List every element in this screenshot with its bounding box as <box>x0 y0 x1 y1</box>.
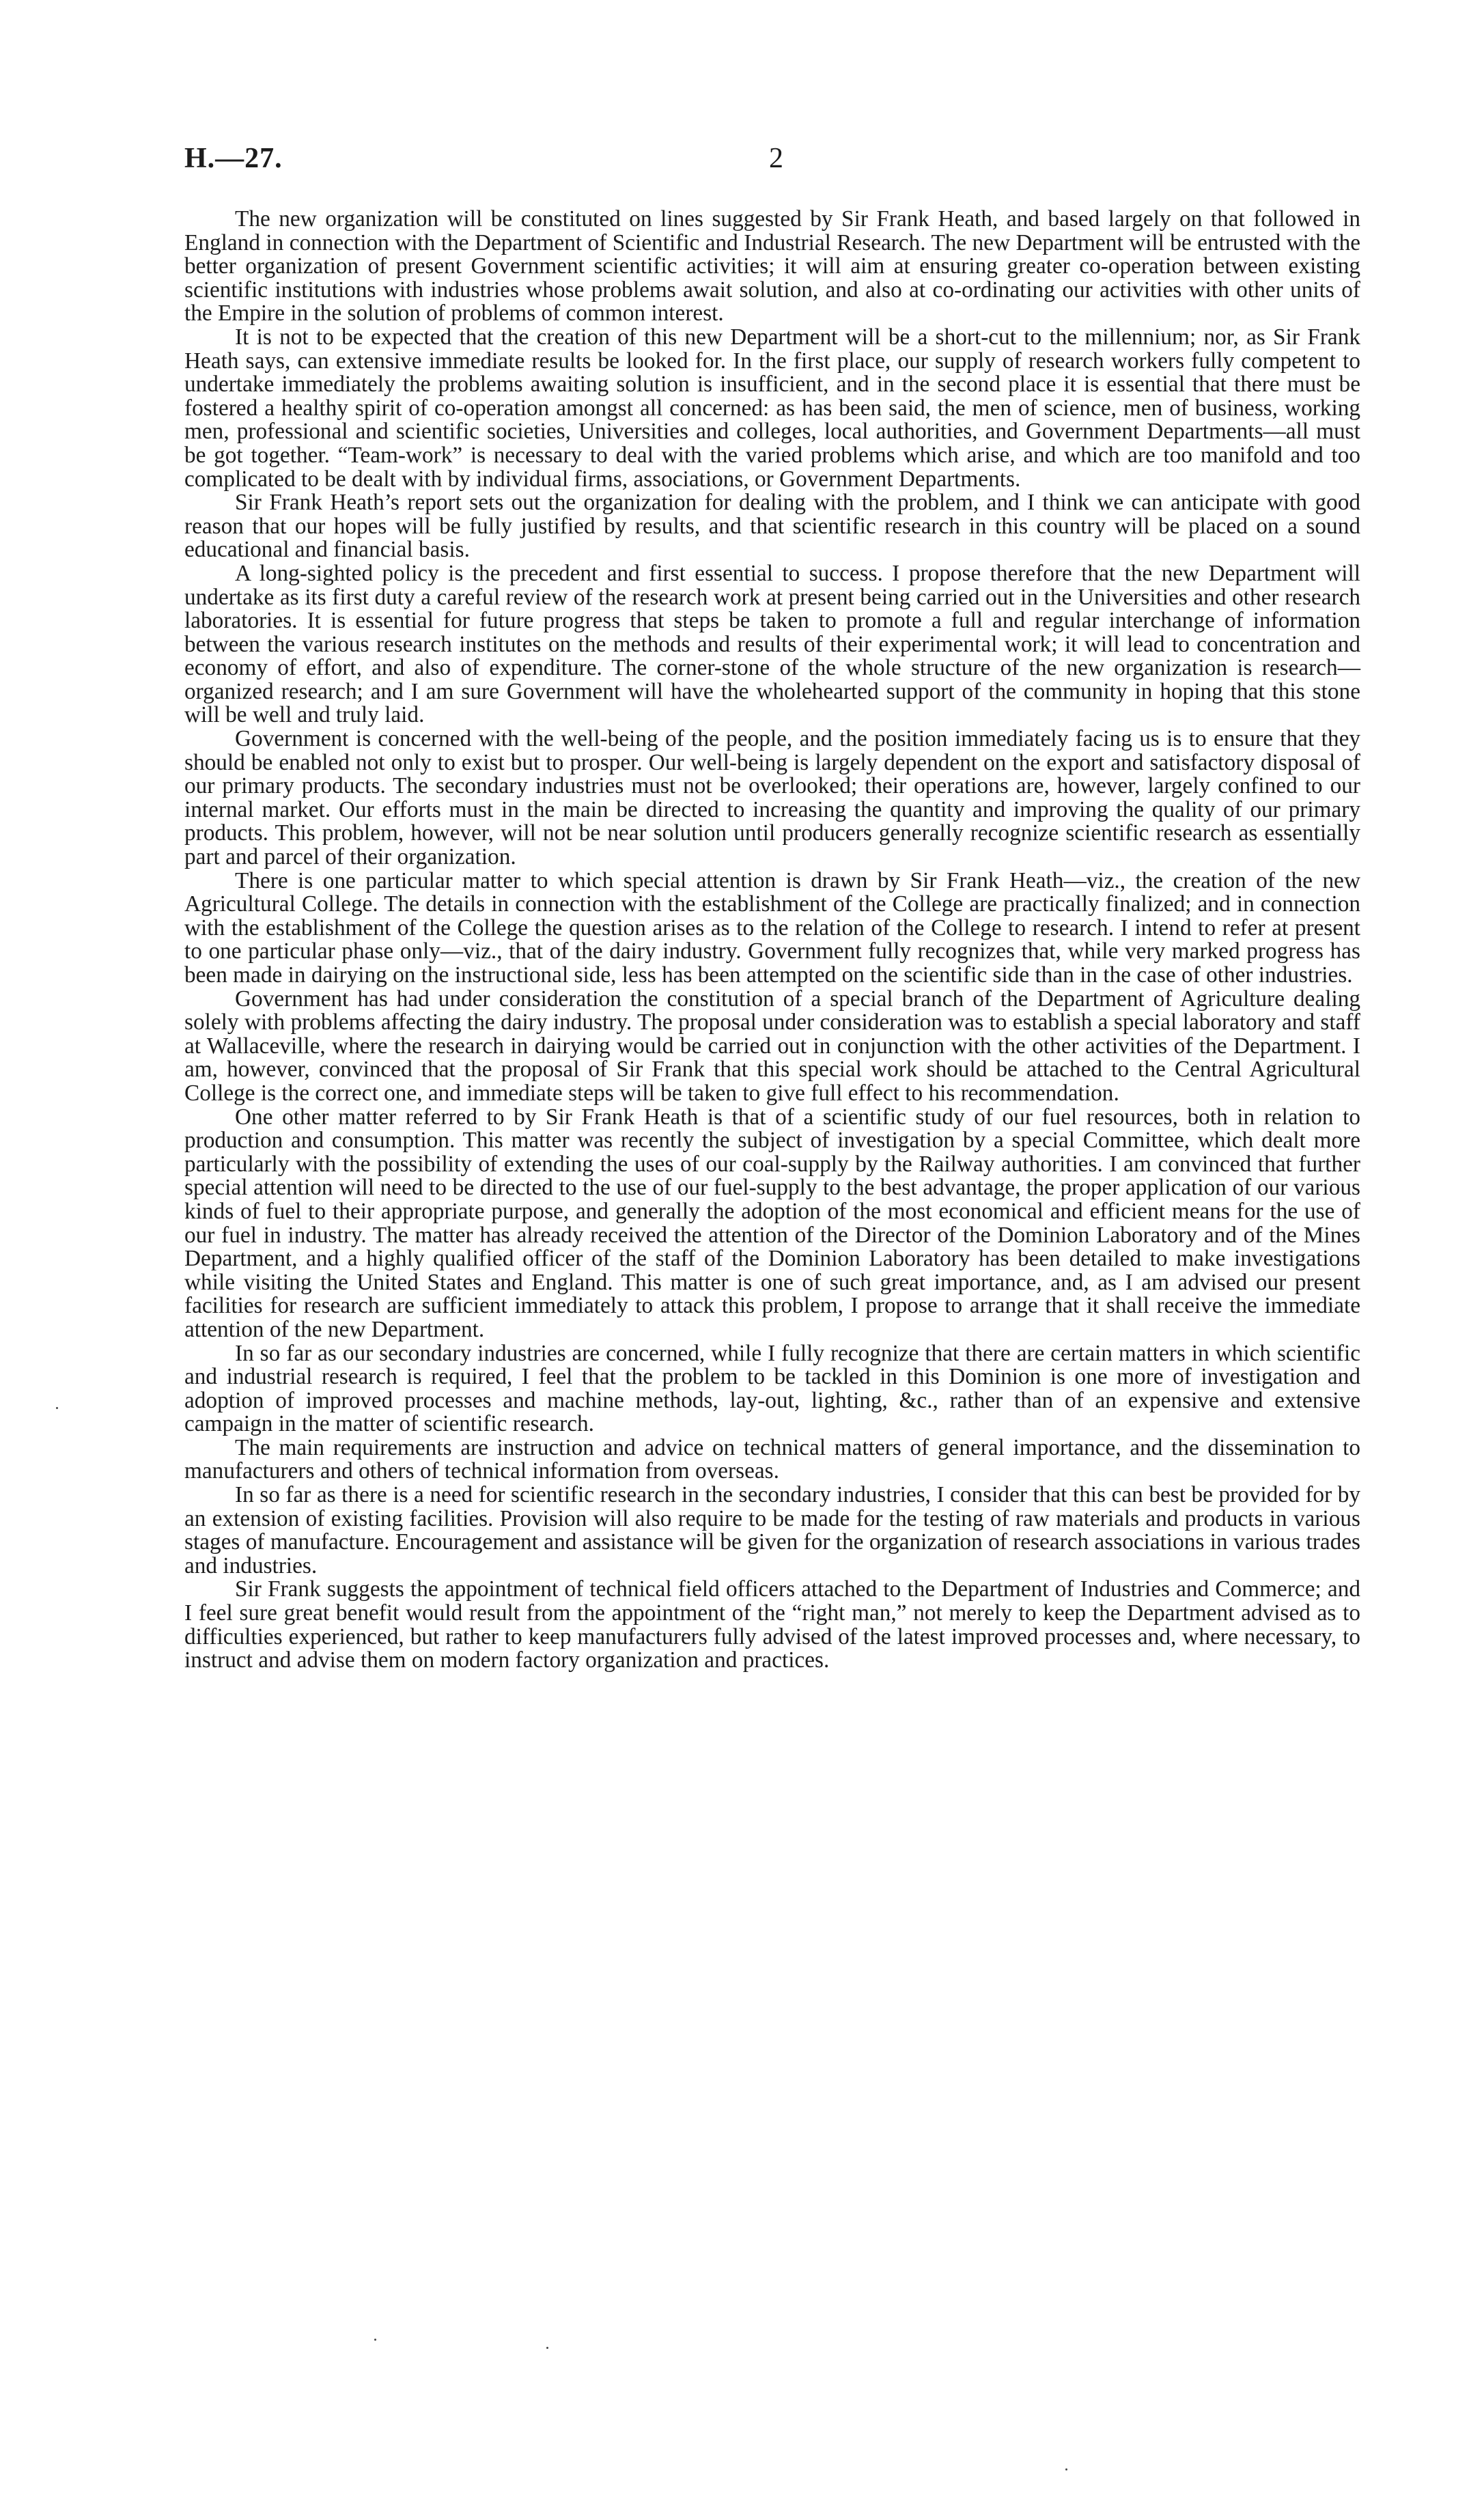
page-header <box>184 142 1359 183</box>
paragraph: The main requirements are instruction and advice on technical matters of general importance, and the dissemination to manufacturers and others of technical information from overseas. <box>184 1434 1360 1484</box>
document-reference: H.—27. <box>184 143 283 174</box>
scan-speck <box>1065 2468 1067 2470</box>
paragraph: Government has had under consideration the constitution of a special branch of the Department of Agriculture dealing solely with problems affecting the dairy industry. The proposal under consideration was to establish a special laboratory and staff at Wallaceville, where the research in dairying would be carried out in conjunction with the other activities of the Department. I am, however, convinced that the proposal of Sir Frank that this special work should be attached to the Central Agricultural College is the correct one, and immediate steps will be taken to give full effect to his recommendation. <box>184 986 1360 1106</box>
paragraph: A long-sighted policy is the precedent and first essential to success. I propose therefore that the new Department will undertake as its first duty a careful review of the research work at present being carried out in the Universities and other research laboratories. It is essential for future progress that steps be taken to promote a full and regular interchange of information between the various research institutes on the methods and results of their experimental work; it will lead to concentration and economy of effort, and also of expenditure. The corner-stone of the whole structure of the new organization is research—organized research; and I am sure Government will have the wholehearted support of the community in hoping that this stone will be well and truly laid. <box>184 560 1360 728</box>
paragraph: It is not to be expected that the creation of this new Department will be a short-cut to the millennium; nor, as Sir Frank Heath says, can extensive immediate results be looked for. In the first place, our supply of research workers fully competent to undertake immediately the problems awaiting solution is insufficient, and in the second place it is essential that there must be fostered a healthy spirit of co-operation amongst all concerned: as has been said, the men of science, men of business, working men, professional and scientific societies, Universities and colleges, local authorities, and Government Departments—all must be got together. “Team-work” is necessary to deal with the varied problems which arise, and which are too manifold and too complicated to be dealt with by individual firms, associations, or Government Departments. <box>184 324 1360 492</box>
paragraph: In so far as there is a need for scientific research in the secondary industries, I consider that this can best be provided for by an extension of existing facilities. Provision will also require to be made for the testing of raw materials and products in various stages of manufacture. Encouragement and assistance will be given for the organization of research associations in various trades and industries. <box>184 1482 1360 1578</box>
paragraph: One other matter referred to by Sir Frank Heath is that of a scientific study of our fuel resources, both in relation to production and consumption. This matter was recently the subject of investigation by a special Committee, which dealt more particularly with the possibility of extending the uses of our coal-supply by the Railway authorities. I am convinced that further special attention will need to be directed to the use of our fuel-supply to the best advantage, the proper application of our various kinds of fuel to their appropriate purpose, and generally the adoption of the most economical and efficient means for the use of our fuel in industry. The matter has already received the attention of the Director of the Dominion Laboratory and of the Mines Department, and a highly qualified officer of the staff of the Dominion Laboratory has been detailed to make investigations while visiting the United States and England. This matter is one of such great importance, and, as I am advised our present facilities for research are sufficient immediately to attack this problem, I propose to arrange that it shall receive the immediate attention of the new Department. <box>184 1104 1360 1342</box>
paragraph: In so far as our secondary industries are concerned, while I fully recognize that there are certain matters in which scientific and industrial research is required, I feel that the problem to be tackled in this Dominion is one more of investigation and adoption of improved processes and machine methods, lay-out, lighting, &c., rather than of an expensive and extensive campaign in the matter of scientific research. <box>184 1340 1360 1437</box>
scan-speck <box>56 1407 58 1409</box>
scan-speck <box>546 2347 548 2349</box>
page-number: 2 <box>769 143 783 174</box>
paragraph: There is one particular matter to which special attention is drawn by Sir Frank Heath—viz., the creation of the new Agricultural College. The details in connection with the establishment of the College are practically finalized; and in connection with the establishment of the College the question arises as to the relation of the College to research. I intend to refer at present to one particular phase only—viz., that of the dairy industry. Government fully recognizes that, while very marked progress has been made in dairying on the instructional side, less has been attempted on the scientific side than in the case of other industries. <box>184 867 1360 988</box>
paragraph: Sir Frank Heath’s report sets out the organization for dealing with the problem, and I think we can anticipate with good reason that our hopes will be fully justified by results, and that scientific research in this country will be placed on a sound educational and financial basis. <box>184 490 1360 563</box>
paragraph: Government is concerned with the well-being of the people, and the position immediately facing us is to ensure that they should be enabled not only to exist but to prosper. Our well-being is largely dependent on the export and satisfactory disposal of our primary products. The secondary industries must not be overlooked; their operations are, however, largely confined to our internal market. Our efforts must in the main be directed to increasing the quantity and improving the quality of our primary products. This problem, however, will not be near solution until producers generally recognize scientific research as essentially part and parcel of their organization. <box>184 726 1360 870</box>
body-text <box>184 208 1360 1673</box>
paragraph: The new organization will be constituted on lines suggested by Sir Frank Heath, and based largely on that followed in England in connection with the Department of Scientific and Industrial Research. The new Department will be entrusted with the better organization of present Government scientific activities; it will aim at ensuring greater co-operation between existing scientific institutions with industries whose problems await solution, and also at co-ordinating our activities with other units of the Empire in the solution of problems of common interest. <box>184 206 1360 326</box>
paragraph: Sir Frank suggests the appointment of technical field officers attached to the Department of Industries and Commerce; and I feel sure great benefit would result from the appointment of the “right man,” not merely to keep the Department advised as to difficulties experienced, but rather to keep manufacturers fully advised of the latest improved processes and, where necessary, to instruct and advise them on modern factory organization and practices. <box>184 1576 1360 1673</box>
scan-speck <box>374 2339 376 2341</box>
